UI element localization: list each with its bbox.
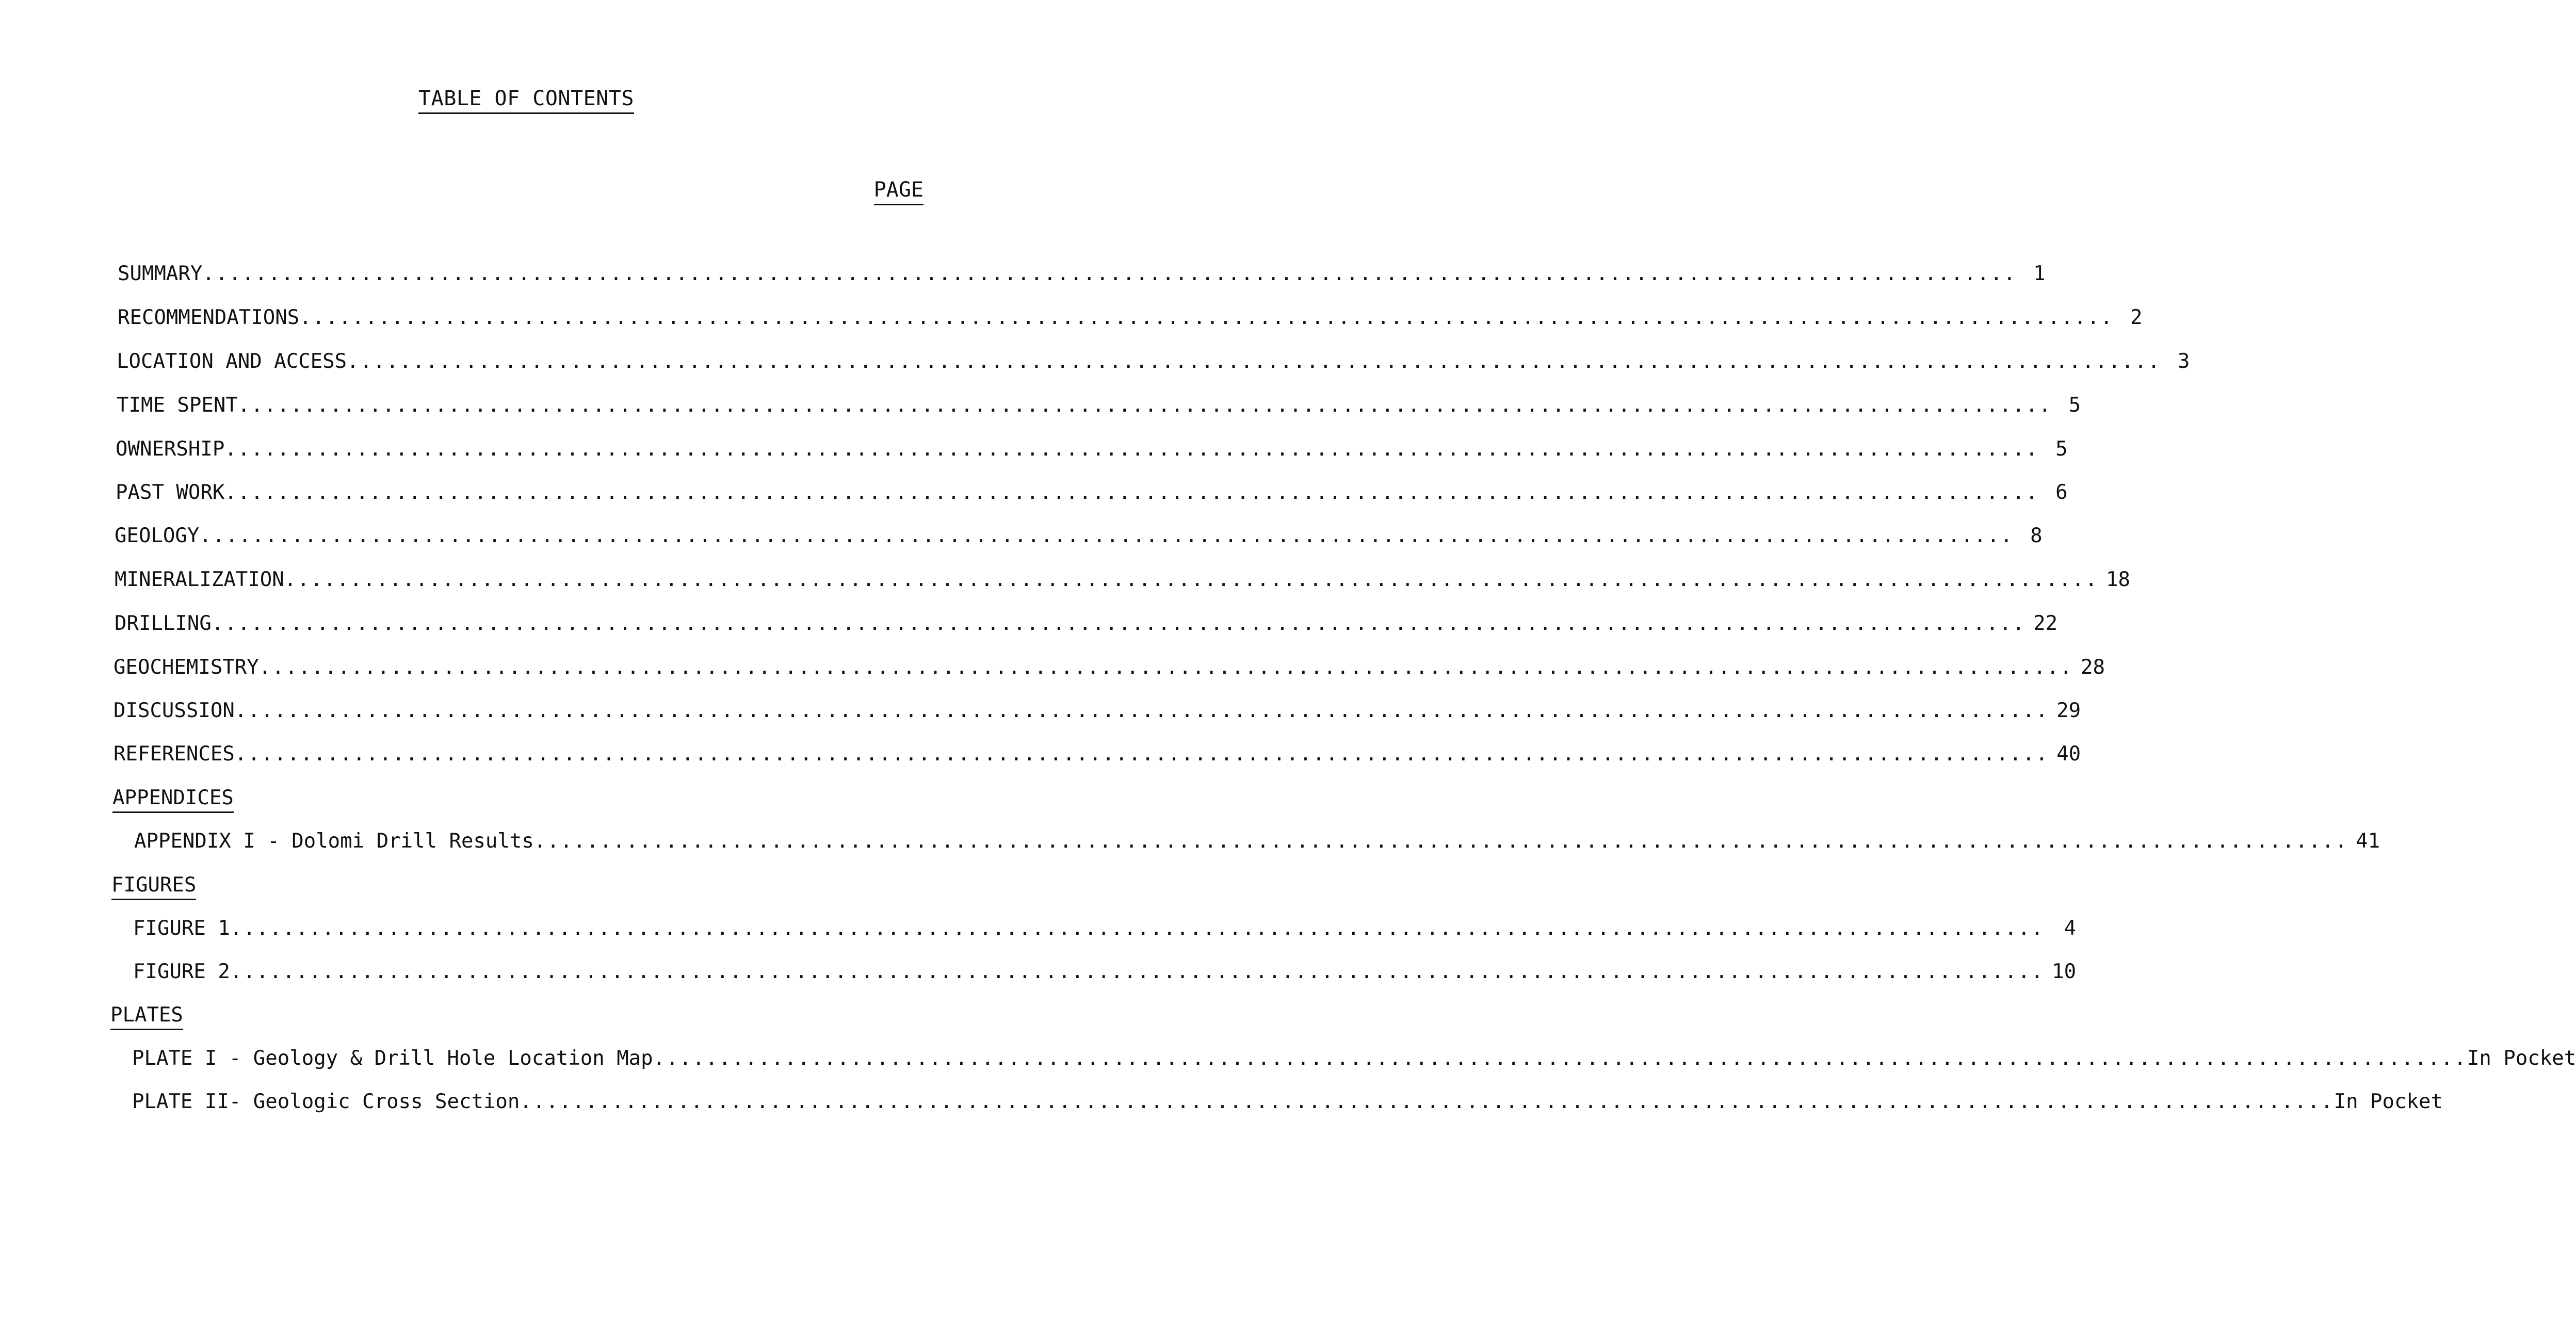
toc-entry [114, 699, 2081, 722]
appendix-entry-label: APPENDIX I - Dolomi Drill Results [134, 830, 534, 853]
toc-entry-label: LOCATION AND ACCESS [117, 350, 347, 373]
toc-entry-page: 18 [2106, 568, 2130, 591]
toc-entry-page: 29 [2056, 699, 2081, 722]
leader-dots: .......................................................................................................................................... [533, 830, 2348, 853]
plate-entry [132, 1090, 2443, 1113]
toc-entry [115, 612, 2058, 635]
leader-dots: .......................................................................................................................................... [234, 742, 2049, 766]
toc-entry [117, 350, 2190, 373]
toc-entry-label: DISCUSSION [114, 699, 235, 722]
figure-entry-page: 10 [2052, 960, 2077, 983]
figures-heading-text: FIGURES [111, 873, 196, 900]
plates-heading [110, 1003, 183, 1027]
toc-entry [117, 394, 2081, 417]
figure-entry [133, 960, 2077, 983]
toc-entry-page: 40 [2056, 742, 2081, 766]
figure-entry-label: FIGURE 1 [133, 917, 230, 940]
toc-entry [114, 742, 2081, 766]
page-title-text: TABLE OF CONTENTS [418, 87, 634, 114]
plate-entry [132, 1047, 2576, 1070]
leader-dots: .......................................................................................................................................... [237, 394, 2052, 417]
toc-entry-page: 2 [2130, 306, 2143, 329]
plates-heading-text: PLATES [110, 1003, 183, 1030]
toc-entry-page: 3 [2177, 350, 2190, 373]
leader-dots: .......................................................................................................................................... [234, 699, 2049, 722]
figures-heading [111, 873, 196, 897]
appendices-heading [112, 786, 234, 809]
appendices-heading-text: APPENDICES [112, 786, 234, 813]
toc-entry-page: 1 [2033, 262, 2046, 285]
leader-dots: .......................................................................................................................................... [230, 960, 2045, 983]
toc-entry-label: GEOCHEMISTRY [114, 656, 259, 679]
toc-entry [115, 568, 2130, 591]
toc-entry-page: 22 [2033, 612, 2058, 635]
figure-entry-label: FIGURE 2 [133, 960, 230, 983]
toc-entry-page: 8 [2030, 524, 2043, 547]
leader-dots: .......................................................................................................................................... [230, 917, 2045, 940]
toc-entry-label: DRILLING [115, 612, 212, 635]
toc-entry-page: 5 [2055, 437, 2068, 461]
toc-entry-label: SUMMARY [118, 262, 203, 285]
toc-entry [118, 306, 2143, 329]
page-column-header [874, 178, 924, 202]
leader-dots: .......................................................................................................................................... [202, 262, 2017, 285]
leader-dots: .......................................................................................................................................... [224, 481, 2039, 504]
toc-entry-label: RECOMMENDATIONS [118, 306, 300, 329]
toc-entry [116, 481, 2068, 504]
leader-dots: .......................................................................................................................................... [347, 350, 2161, 373]
appendix-entry-page: 41 [2356, 830, 2380, 853]
leader-dots: .......................................................................................................................................... [653, 1047, 2467, 1070]
toc-entry [116, 437, 2068, 461]
toc-entry-label: OWNERSHIP [116, 437, 225, 461]
plate-entry-label: PLATE II- Geologic Cross Section [132, 1090, 520, 1113]
toc-entry-page: 6 [2055, 481, 2068, 504]
toc-entry-page: 28 [2081, 656, 2105, 679]
toc-entry [115, 524, 2043, 547]
plate-entry-page: In Pocket [2334, 1090, 2443, 1113]
leader-dots: .......................................................................................................................................... [299, 306, 2114, 329]
page-title [0, 87, 1052, 110]
leader-dots: .......................................................................................................................................... [284, 568, 2098, 591]
figure-entry [133, 917, 2077, 940]
plate-entry-label: PLATE I - Geology & Drill Hole Location Map [132, 1047, 653, 1070]
plate-entry-page: In Pocket [2467, 1047, 2576, 1070]
toc-entry-label: GEOLOGY [115, 524, 200, 547]
toc-entry-label: PAST WORK [116, 481, 225, 504]
toc-entry [118, 262, 2046, 285]
appendix-entry [134, 830, 2380, 853]
leader-dots: .......................................................................................................................................... [224, 437, 2039, 461]
leader-dots: .......................................................................................................................................... [211, 612, 2026, 635]
leader-dots: .......................................................................................................................................... [258, 656, 2073, 679]
toc-entry-label: REFERENCES [114, 742, 235, 766]
toc-entry-label: MINERALIZATION [115, 568, 284, 591]
toc-entry-label: TIME SPENT [117, 394, 238, 417]
toc-entry-page: 5 [2068, 394, 2081, 417]
figure-entry-page: 4 [2064, 917, 2077, 940]
toc-entry [114, 656, 2105, 679]
leader-dots: .......................................................................................................................................... [520, 1090, 2334, 1113]
leader-dots: .......................................................................................................................................... [199, 524, 2014, 547]
page-column-label: PAGE [874, 178, 924, 205]
